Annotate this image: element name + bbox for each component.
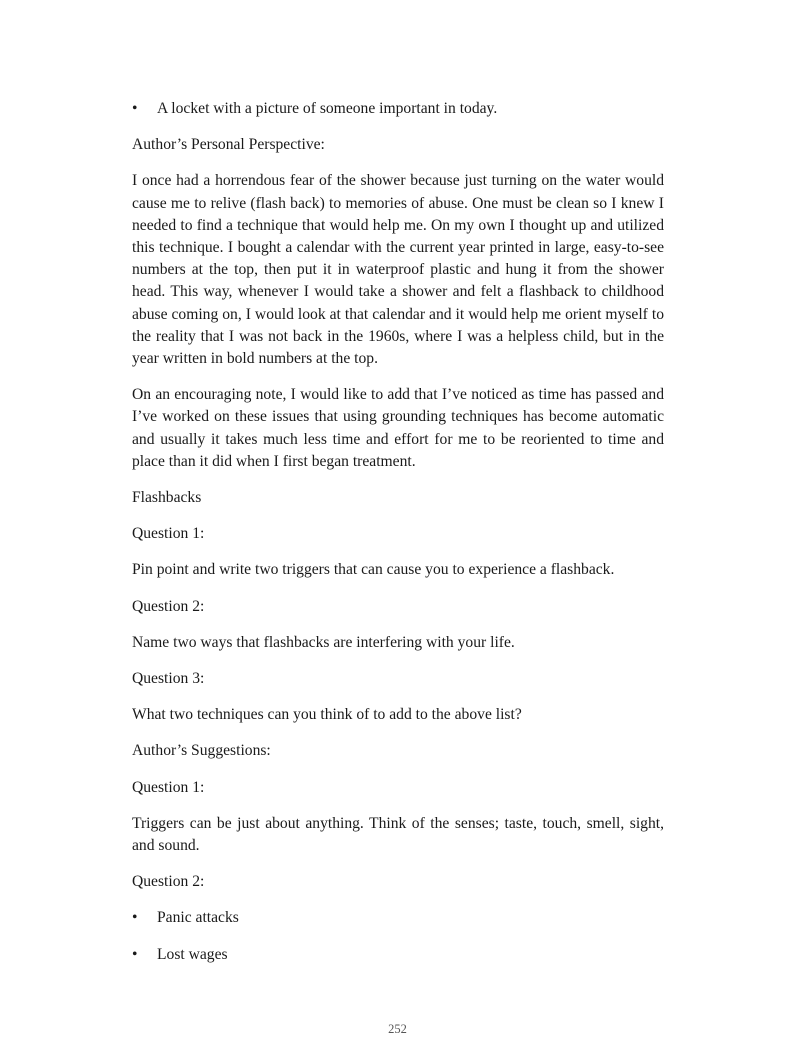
bullet-marker: • xyxy=(132,909,138,927)
suggestion-text: Triggers can be just about anything. Think of the senses; taste, touch, smell, sight, and sound. xyxy=(132,814,664,855)
list-item-text: A locket with a picture of someone important in today. xyxy=(157,100,498,117)
bullet-marker: • xyxy=(132,945,138,963)
body-paragraph: On an encouraging note, I would like to add that I’ve noticed as time has passed and I’ve worked on these issues that using grounding techniques has become automatic and usually it takes much less time and effort for me to be reoriented to time and place than it did when I first began treatment. xyxy=(132,386,664,470)
suggestions-heading: Author’s Suggestions: xyxy=(132,742,271,760)
question-label: Question 1: xyxy=(132,778,205,796)
question-text: Pin point and write two triggers that can cause you to experience a flashback. xyxy=(132,561,615,579)
list-item-text: Panic attacks xyxy=(157,909,239,927)
question-label: Question 2: xyxy=(132,597,205,615)
page-content xyxy=(132,98,664,980)
body-paragraph: I once had a horrendous fear of the shower because just turning on the water would cause me to relive (flash back) to memories of abuse. One must be clean so I knew I needed to find a technique that would help me. On my own I thought up and utilized this technique. I bought a calendar with the current year printed in large, easy-to-see numbers at the top, then put it in waterproof plastic and hung it from the shower head. This way, whenever I would take a shower and felt a flashback to childhood abuse coming on, I would look at that calendar and it would help me orient myself to the reality that I was not back in the 1960s, where I was a helpless child, but in the year written in bold numbers at the top. xyxy=(132,172,664,368)
question-label: Question 2: xyxy=(132,873,205,891)
list-item-text: Lost wages xyxy=(157,945,228,963)
section-title: Flashbacks xyxy=(132,489,202,507)
list-item xyxy=(132,907,664,929)
question-text: Name two ways that flashbacks are interfering with your life. xyxy=(132,633,515,651)
list-item xyxy=(132,944,664,966)
question-label: Question 1: xyxy=(132,525,205,543)
list-item xyxy=(132,98,664,120)
question-label: Question 3: xyxy=(132,670,205,688)
question-text: What two techniques can you think of to add to the above list? xyxy=(132,706,522,724)
perspective-heading: Author’s Personal Perspective: xyxy=(132,136,325,154)
bullet-marker: • xyxy=(132,100,138,117)
page-number: 252 xyxy=(388,1022,407,1036)
